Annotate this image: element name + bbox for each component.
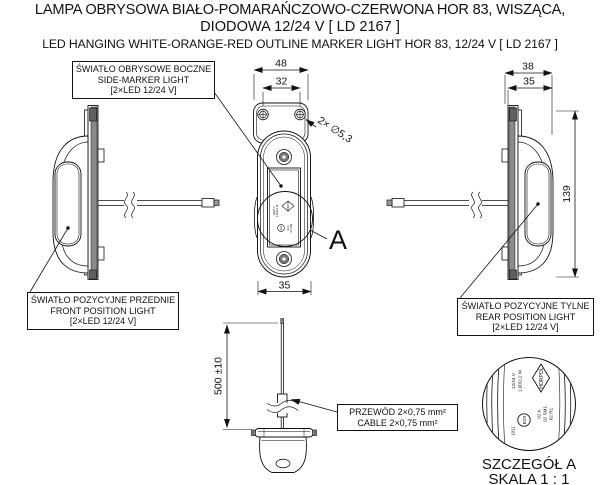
dim-text-139: 139 xyxy=(561,185,573,203)
mini-emark-text: E20 xyxy=(280,225,283,231)
dim-side-depth-inner xyxy=(508,76,552,107)
marking-brand: HORPOL xyxy=(538,367,545,389)
callout-line: ŚWIATŁO POZYCYJNE TYLNE xyxy=(461,301,590,311)
callout-line: [2×LED 12/24 V] xyxy=(110,85,177,95)
callout-line: PRZEWÓD 2×0,75 mm² xyxy=(349,407,446,417)
detail-a-view xyxy=(482,356,576,485)
dim-text-48: 48 xyxy=(275,57,287,70)
callout-line: SIDE-MARKER LIGHT xyxy=(97,74,190,85)
detail-caption-scale: SKALA 1 : 1 xyxy=(488,471,570,485)
title-line-2: DIODOWA 12/24 V [ LD 2167 ] xyxy=(200,19,400,35)
marking-voltage: 12/24 V xyxy=(511,373,516,389)
marking-power: 1,00/2,2 W xyxy=(517,369,523,393)
detail-circle xyxy=(483,358,576,451)
led-icon xyxy=(277,150,292,165)
leader-dot-side-marker xyxy=(279,184,282,187)
screw-hole-icon xyxy=(258,109,269,120)
callout-line: FRONT POSITION LIGHT xyxy=(50,305,156,316)
callout-cable xyxy=(337,404,458,431)
marking-code1: 02 A xyxy=(536,409,542,419)
dim-front-hole-spacing xyxy=(263,76,300,107)
led-icon xyxy=(277,252,292,267)
front-view xyxy=(214,58,354,296)
mounting-flange xyxy=(255,429,313,438)
callout-line: ŚWIATŁO POZYCYJNE PRZEDNIE xyxy=(30,295,176,305)
leader-detail-a xyxy=(310,230,327,239)
lamp-cup xyxy=(260,437,307,473)
marking-code2: 02 SM1 xyxy=(542,406,548,422)
callout-side-marker xyxy=(72,61,215,99)
callout-line: CABLE 2×0,75 mm² xyxy=(357,417,438,428)
dim-text-35-side: 35 xyxy=(523,75,535,88)
detail-caption-title: SZCZEGÓŁ A xyxy=(481,456,577,473)
right-side-view xyxy=(387,61,579,299)
mini-power-text: 1,00/2,2 W xyxy=(276,204,279,218)
mini-brand-text: HORPOL xyxy=(287,200,290,212)
left-side-view xyxy=(30,106,219,293)
bottom-hanging-view xyxy=(213,319,338,473)
mini-code-text: 02 A xyxy=(286,225,290,231)
dim-hole-callout xyxy=(306,114,354,145)
marking-emark: E20 xyxy=(522,415,528,425)
marking-approval-no: 1011 xyxy=(510,426,516,436)
mini-voltage-text: 12/24 V xyxy=(272,206,276,216)
mini-code-text: 02 SM1 xyxy=(290,223,293,233)
callout-line: [2×LED 12/24 V] xyxy=(492,322,559,332)
dim-text-35-front: 35 xyxy=(278,279,291,292)
dim-text-hole: 2× ∅5,3 xyxy=(315,114,355,146)
dim-text-32: 32 xyxy=(275,75,288,88)
callout-front-position xyxy=(27,292,179,330)
screw-hole-icon xyxy=(295,109,306,120)
dim-front-width-bottom xyxy=(258,280,311,296)
detail-ref-letter: A xyxy=(329,225,348,255)
marking-code3: 02 R1 xyxy=(548,407,554,421)
dim-text-38: 38 xyxy=(522,60,534,73)
callout-rear-position xyxy=(457,298,594,336)
callout-line: [2×LED 12/24 V] xyxy=(69,316,137,326)
callout-line: ŚWIATŁO OBRYSOWE BOCZNE xyxy=(75,64,212,74)
dim-text-500: 500 ±10 xyxy=(212,357,225,395)
dim-side-height xyxy=(556,111,579,277)
title-line-1: LAMPA OBRYSOWA BIAŁO-POMARAŃCZOWO-CZERWONA HOR 83, WISZĄCA, xyxy=(34,2,566,18)
title-line-3: LED HANGING WHITE-ORANGE-RED OUTLINE MARKER LIGHT HOR 83, 12/24 V [ LD 2167 ] xyxy=(42,37,558,51)
dim-cable-length xyxy=(213,323,279,430)
callout-line: REAR POSITION LIGHT xyxy=(475,311,576,322)
leader-cable xyxy=(292,400,338,413)
